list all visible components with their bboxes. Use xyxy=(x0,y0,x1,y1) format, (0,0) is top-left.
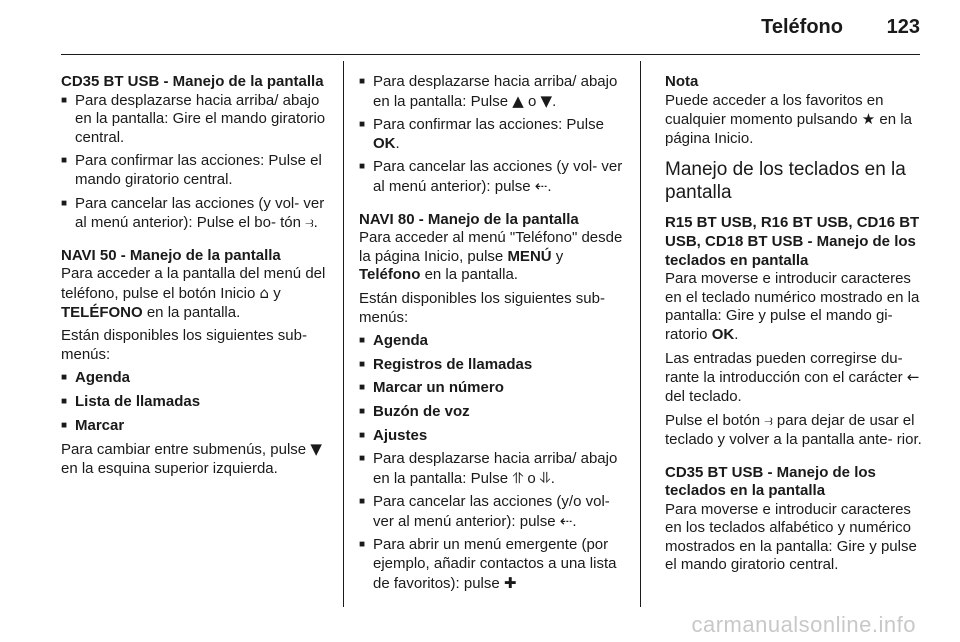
plus-icon: ✚ xyxy=(503,573,517,592)
section-title-keyboards: Manejo de los teclados en la pantalla xyxy=(665,159,906,204)
page-header xyxy=(0,0,960,56)
back-hook-icon: ⥽ xyxy=(305,213,314,232)
bullet-item: ■ Para confirmar las acciones: Pulse el mando giratorio central. xyxy=(61,152,327,189)
scroll-up-icon: ⥣ xyxy=(512,468,524,487)
page-number: 123 xyxy=(886,16,920,38)
paragraph: Para cambiar entre submenús, pulse ▼ en la esquina superior izquierda. xyxy=(61,440,322,477)
bullet-item: ■ Para desplazarse hacia arriba/ abajo en la pantalla: Pulse ▲ o ▼. xyxy=(359,73,625,111)
section-heading-cd35: CD35 BT USB - Manejo de la pantalla xyxy=(61,73,324,90)
submenu-list xyxy=(61,369,327,435)
note-text: Puede acceder a los favoritos en cualquier momento pulsando ★ en la página Inicio. xyxy=(665,91,912,147)
paragraph: Las entradas pueden corregirse du- rante la introducción con el carácter ← del teclado. xyxy=(665,349,920,405)
back-arrow-icon: ⇠ xyxy=(534,176,548,195)
submenu-list xyxy=(359,332,625,445)
header-divider xyxy=(61,54,920,55)
bullet-list xyxy=(359,450,625,593)
section-heading-navi80: NAVI 80 - Manejo de la pantalla xyxy=(359,210,579,228)
column-divider-1 xyxy=(343,61,344,607)
up-triangle-icon: ▲ xyxy=(512,91,524,110)
watermark: carmanualsonline.info xyxy=(691,612,916,637)
list-item: ■ Lista de llamadas xyxy=(61,393,327,412)
column-2 xyxy=(359,73,625,598)
backspace-icon: ← xyxy=(906,368,920,387)
bullet-item: ■ Para abrir un menú emergente (por ejemplo, añadir contactos a una lista de favoritos): pulse ✚ xyxy=(359,536,625,593)
paragraph: Pulse el botón ⥽ para dejar de usar el teclado y volver a la pantalla ante- rior. xyxy=(665,411,922,448)
bullet-item: ■ Para cancelar las acciones (y/o vol- ver al menú anterior): pulse ⇠. xyxy=(359,493,625,531)
list-item: ■ Agenda xyxy=(359,332,625,351)
bullet-item: ■ Para confirmar las acciones: Pulse OK. xyxy=(359,116,625,153)
list-item: ■ Registros de llamadas xyxy=(359,356,625,375)
bullet-item: ■ Para desplazarse hacia arriba/ abajo en la pantalla: Gire el mando giratorio central. xyxy=(61,92,327,148)
bullet-item: ■ Para cancelar las acciones (y vol- ver al menú anterior): pulse ⇠. xyxy=(359,158,625,196)
section-heading-cd35-keyboard: CD35 BT USB - Manejo de los teclados en la pantalla xyxy=(665,463,876,500)
paragraph: Para acceder al menú "Teléfono" desde la página Inicio, pulse MENÚ y Teléfono en la pantalla. xyxy=(359,229,623,284)
section-heading-r15: R15 BT USB, R16 BT USB, CD16 BT USB, CD18 BT USB - Manejo de los teclados en pantalla xyxy=(665,214,920,269)
list-item: ■ Marcar un número xyxy=(359,379,625,398)
back-hook-icon: ⥽ xyxy=(764,411,773,430)
list-item: ■ Buzón de voz xyxy=(359,403,625,422)
list-item: ■ Agenda xyxy=(61,369,327,388)
paragraph: Para moverse e introducir caracteres en los teclados alfabético y numérico mostrados en la pantalla: Gire y pulse el mando giratorio central. xyxy=(665,500,917,574)
home-icon: ⌂ xyxy=(259,283,270,302)
bullet-item: ■ Para cancelar las acciones (y vol- ver al menú anterior): Pulse el bo- tón ⥽. xyxy=(61,195,327,233)
back-arrow-icon: ⇠ xyxy=(559,511,573,530)
paragraph: Para moverse e introducir caracteres en el teclado numérico mostrado en la pantalla: Gire y pulse el mando gi- ratorio OK. xyxy=(665,270,920,343)
paragraph: Para acceder a la pantalla del menú del teléfono, pulse el botón Inicio ⌂ y TELÉFONO en la pantalla. xyxy=(61,265,326,321)
column-1 xyxy=(61,73,327,483)
note-title: Nota xyxy=(665,73,699,90)
paragraph: Están disponibles los siguientes sub- menús: xyxy=(61,327,307,363)
list-item: ■ Ajustes xyxy=(359,427,625,446)
column-3 xyxy=(665,73,923,580)
down-triangle-icon: ▼ xyxy=(310,440,322,459)
star-icon: ★ xyxy=(861,110,876,129)
bullet-list xyxy=(61,92,327,233)
bullet-item: ■ Para desplazarse hacia arriba/ abajo en la pantalla: Pulse ⥣ o ⥥. xyxy=(359,450,625,488)
page-title: Teléfono xyxy=(761,16,843,38)
scroll-down-icon: ⥥ xyxy=(539,468,551,487)
list-item: ■ Marcar xyxy=(61,417,327,436)
down-triangle-icon: ▼ xyxy=(540,91,553,110)
bullet-list xyxy=(359,73,625,197)
column-divider-2 xyxy=(640,61,641,607)
paragraph: Están disponibles los siguientes sub- menús: xyxy=(359,289,605,326)
section-heading-navi50: NAVI 50 - Manejo de la pantalla xyxy=(61,246,281,264)
